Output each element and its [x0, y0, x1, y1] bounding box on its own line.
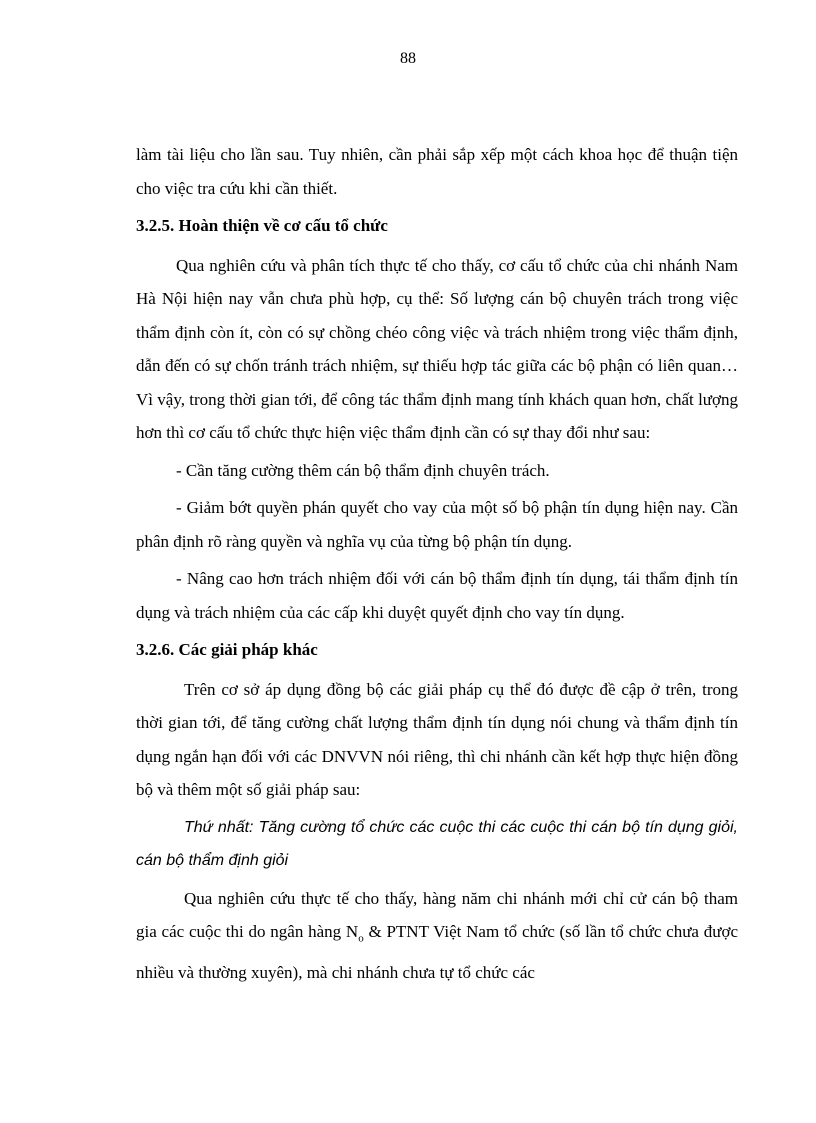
paragraph-research [136, 882, 738, 990]
section-heading-3-2-6: 3.2.6. Các giải pháp khác [136, 640, 318, 659]
italic-subheading: Thứ nhất: Tăng cường tổ chức các cuộc thi các cuộc thi cán bộ tín dụng giỏi, cán bộ thẩm định giỏi [136, 818, 738, 869]
document-body [136, 138, 738, 993]
bullet-item: - Nâng cao hơn trách nhiệm đối với cán bộ thẩm định tín dụng, tái thẩm định tín dụng và trách nhiệm của các cấp khi duyệt quyết định cho vay tín dụng. [136, 569, 738, 622]
subscript-o: o [358, 932, 364, 945]
paragraph-continuation: làm tài liệu cho lần sau. Tuy nhiên, cần phải sắp xếp một cách khoa học để thuận tiện cho việc tra cứu khi cần thiết. [136, 145, 738, 198]
bullet-item: - Giảm bớt quyền phán quyết cho vay của một số bộ phận tín dụng hiện nay. Cần phân định rõ ràng quyền và nghĩa vụ của từng bộ phận tín dụng. [136, 498, 738, 551]
paragraph-org-structure: Qua nghiên cứu và phân tích thực tế cho thấy, cơ cấu tổ chức của chi nhánh Nam Hà Nội hiện nay vẫn chưa phù hợp, cụ thể: Số lượng cán bộ chuyên trách trong việc thẩm định còn ít, còn có sự chồng chéo công việc và trách nhiệm trong việc thẩm định, dẫn đến có sự chốn tránh trách nhiệm, sự thiếu hợp tác giữa các bộ phận có liên quan… Vì vậy, trong thời gian tới, để công tác thẩm định mang tính khách quan hơn, chất lượng hơn thì cơ cấu tổ chức thực hiện việc thẩm định cần có sự thay đổi như sau: [136, 255, 738, 442]
page-number: 88 [400, 50, 416, 67]
paragraph-research-part-a: Qua nghiên cứu thực tế cho thấy, hàng năm chi nhánh mới chỉ cử cán bộ tham gia các cuộc thi do ngân hàng N [136, 888, 738, 941]
paragraph-other-solutions: Trên cơ sở áp dụng đồng bộ các giải pháp cụ thể đó được đề cập ở trên, trong thời gian tới, để tăng cường chất lượng thẩm định tín dụng nói chung và thẩm định tín dụng ngắn hạn đối với các DNVVN nói riêng, thì chi nhánh cần kết hợp thực hiện đồng bộ và thêm một số giải pháp sau: [136, 679, 738, 799]
bullet-item: - Cần tăng cường thêm cán bộ thẩm định chuyên trách. [176, 460, 550, 480]
paragraph-research-part-b: & PTNT Việt Nam tổ chức (số lần tổ chức chưa được nhiều và thường xuyên), mà chi nhánh chưa tự tổ chức các [136, 922, 738, 982]
section-heading-3-2-5: 3.2.5. Hoàn thiện về cơ cấu tổ chức [136, 216, 388, 235]
